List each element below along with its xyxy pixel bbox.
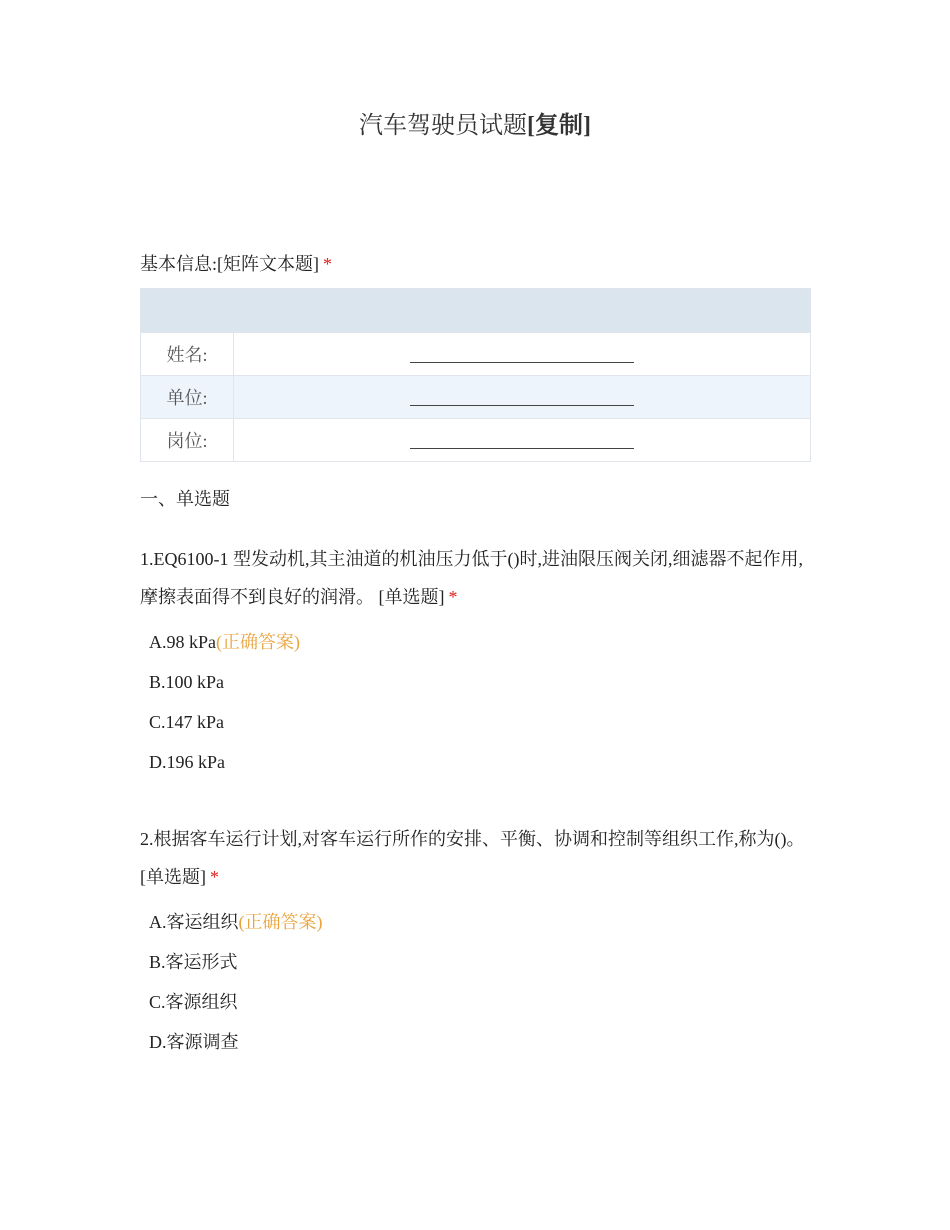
correct-answer-note: (正确答案) [238, 912, 323, 932]
option-label: A.客运组织 [149, 912, 239, 932]
option-d[interactable] [149, 749, 225, 775]
basic-info-label-text: 基本信息:[矩阵文本题] [140, 254, 319, 274]
question-2-text [140, 820, 812, 896]
matrix-header-cell [234, 289, 811, 333]
option-c[interactable] [149, 989, 238, 1015]
page-title [0, 110, 950, 142]
matrix-header-row [141, 289, 811, 333]
title-main: 汽车驾驶员试题 [359, 113, 527, 139]
matrix-row-label: 姓名: [141, 333, 234, 376]
matrix-header-cell [141, 289, 234, 333]
option-a[interactable] [149, 909, 323, 935]
question-type-tag: [单选题] [140, 867, 206, 887]
required-mark: * [448, 587, 458, 607]
fill-blank-line [410, 342, 634, 363]
option-b[interactable] [149, 949, 238, 975]
option-label: B.100 kPa [149, 672, 225, 692]
option-label: C.客源组织 [149, 992, 238, 1012]
option-label: D.客源调查 [149, 1032, 239, 1052]
basic-info-label [140, 251, 332, 277]
question-stem: 1.EQ6100-1 型发动机,其主油道的机油压力低于()时,进油限压阀关闭,细滤器不起作用,摩擦表面得不到良好的润滑。 [140, 549, 803, 607]
section-heading: 一、单选题 [140, 489, 230, 509]
fill-blank-line [410, 385, 634, 406]
correct-answer-note: (正确答案) [216, 632, 300, 652]
required-mark: * [210, 867, 219, 887]
name-input[interactable] [234, 333, 811, 376]
fill-blank-line [410, 428, 634, 449]
option-a[interactable] [149, 629, 300, 655]
question-type-tag: [单选题] [378, 587, 445, 607]
option-label: C.147 kPa [149, 712, 225, 732]
option-label: A.98 kPa [149, 632, 216, 652]
matrix-row-label: 岗位: [141, 419, 234, 462]
option-label: D.196 kPa [149, 752, 225, 772]
option-c[interactable] [149, 709, 224, 735]
question-stem: 2.根据客车运行计划,对客车运行所作的安排、平衡、协调和控制等组织工作,称为()。 [140, 829, 805, 849]
matrix-row-label: 单位: [141, 376, 234, 419]
unit-input[interactable] [234, 376, 811, 419]
question-1-text [140, 540, 812, 616]
title-suffix: [复制] [527, 113, 591, 139]
position-input[interactable] [234, 419, 811, 462]
matrix-row-unit [141, 376, 811, 419]
option-d[interactable] [149, 1029, 239, 1055]
option-label: B.客运形式 [149, 952, 238, 972]
matrix-row-position [141, 419, 811, 462]
matrix-row-name [141, 333, 811, 376]
required-mark: * [323, 254, 332, 274]
option-b[interactable] [149, 669, 224, 695]
basic-info-matrix [140, 288, 811, 462]
